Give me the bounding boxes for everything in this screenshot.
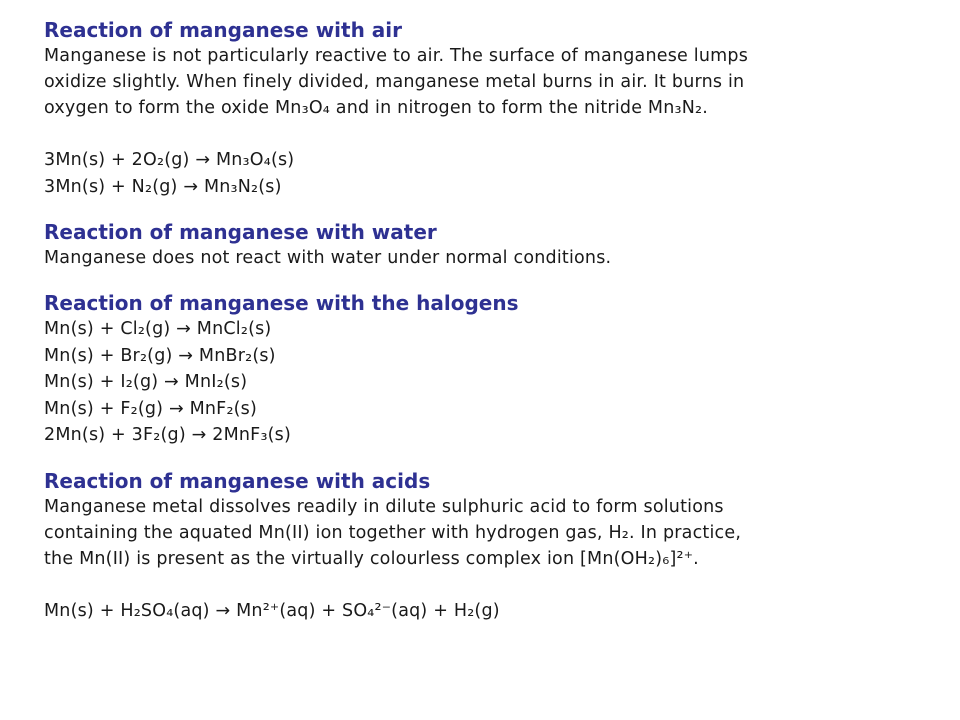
heading-acids: Reaction of manganese with acids	[44, 468, 431, 493]
paragraph-air-line-3: oxygen to form the oxide Mn₃O₄ and in nitrogen to form the nitride Mn₃N₂.	[44, 98, 708, 118]
paragraph-acids-line-1: Manganese metal dissolves readily in dilute sulphuric acid to form solutions	[44, 496, 724, 517]
equation-acid: Mn(s) + H₂SO₄(aq) → Mn²⁺(aq) + SO₄²⁻(aq) + H₂(g)	[44, 600, 500, 621]
paragraph-air-line-1: Manganese is not particularly reactive to air. The surface of manganese lumps	[44, 46, 749, 66]
equation-halogen-5: 2Mn(s) + 3F₂(g) → 2MnF₃(s)	[44, 425, 292, 445]
section-water	[44, 220, 924, 271]
heading-halogens: Reaction of manganese with the halogens	[44, 291, 519, 315]
equation-halogen-1: Mn(s) + Cl₂(g) → MnCl₂(s)	[44, 319, 272, 339]
section-halogens	[44, 291, 924, 449]
heading-water: Reaction of manganese with water	[44, 220, 437, 244]
document-page	[44, 18, 924, 624]
section-acids	[44, 469, 924, 625]
paragraph-air-line-2: oxidize slightly. When finely divided, manganese metal burns in air. It burns in	[44, 72, 745, 92]
equation-air-1: 3Mn(s) + 2O₂(g) → Mn₃O₄(s)	[44, 150, 295, 170]
equation-air-2: 3Mn(s) + N₂(g) → Mn₃N₂(s)	[44, 176, 282, 197]
heading-air: Reaction of manganese with air	[44, 18, 403, 42]
equation-halogen-3: Mn(s) + I₂(g) → MnI₂(s)	[44, 372, 248, 392]
section-air	[44, 18, 924, 200]
paragraph-water: Manganese does not react with water under normal conditions.	[44, 248, 612, 268]
paragraph-acids-line-3: the Mn(II) is present as the virtually colourless complex ion [Mn(OH₂)₆]²⁺.	[44, 548, 699, 569]
paragraph-acids-line-2: containing the aquated Mn(II) ion together with hydrogen gas, H₂. In practice,	[44, 522, 742, 543]
equation-halogen-2: Mn(s) + Br₂(g) → MnBr₂(s)	[44, 345, 276, 366]
equation-halogen-4: Mn(s) + F₂(g) → MnF₂(s)	[44, 398, 258, 419]
